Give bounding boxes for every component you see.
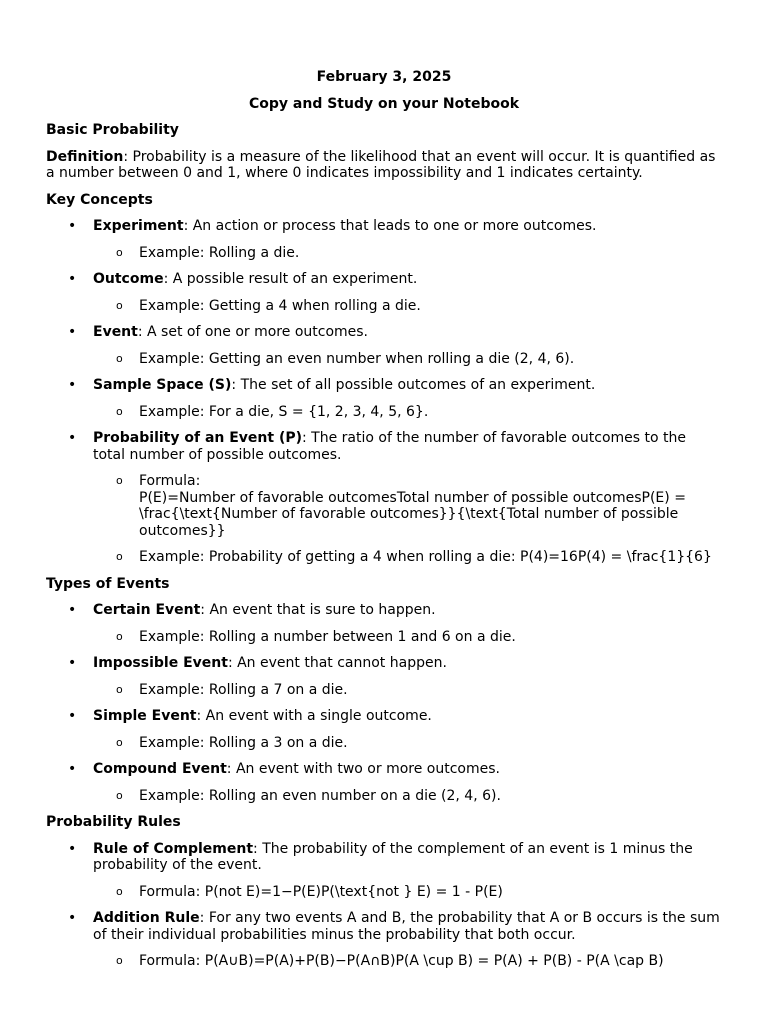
types-of-events-list <box>46 602 722 804</box>
bullet-icon: • <box>68 761 77 777</box>
formula-text: Formula: P(A∪B)=P(A)+P(B)−P(A∩B)P(A \cup B) = P(A) + P(B) - P(A \cap B) <box>139 953 664 969</box>
list-item <box>46 430 722 566</box>
sub-list-item <box>93 473 722 539</box>
probability-rules-list <box>46 841 722 970</box>
bullet-icon: • <box>68 708 77 724</box>
definition-term: Definition <box>46 148 124 165</box>
item-text: : The set of all possible outcomes of an experiment. <box>231 377 596 393</box>
list-item <box>46 377 722 420</box>
sub-list <box>93 473 722 566</box>
item-term: Compound Event <box>93 761 227 777</box>
item-term: Sample Space (S) <box>93 377 232 393</box>
sub-list <box>93 404 722 421</box>
item-text: : The ratio of the number of favorable outcomes to the total number of possible outcomes. <box>93 430 687 463</box>
sub-list <box>93 682 722 699</box>
key-concepts-list <box>46 218 722 566</box>
item-term: Addition Rule <box>93 910 200 926</box>
document-subtitle: Copy and Study on your Notebook <box>248 95 520 112</box>
sub-item-text: Example: Rolling a die. <box>139 244 300 261</box>
sub-list-item <box>93 682 722 699</box>
item-term: Outcome <box>93 271 164 287</box>
section-heading-probability-rules: Probability Rules <box>46 814 181 830</box>
section-heading-key-concepts: Key Concepts <box>46 191 153 208</box>
sub-list <box>93 245 722 262</box>
sub-item-text: Example: For a die, S = {1, 2, 3, 4, 5, 6}. <box>139 403 429 420</box>
item-text: : An action or process that leads to one or more outcomes. <box>183 218 597 234</box>
sub-item-text: Example: Rolling a number between 1 and 6 on a die. <box>139 628 516 645</box>
section-heading-types-of-events: Types of Events <box>46 575 170 592</box>
item-text: : The probability of the complement of an event is 1 minus the probability of the event. <box>93 840 693 873</box>
formula-text: Formula: P(not E)=1−P(E)P(\text{not } E) = 1 - P(E) <box>139 883 503 900</box>
sub-bullet-icon: o <box>116 735 123 749</box>
sub-item-text: Example: Getting an even number when rolling a die (2, 4, 6). <box>139 350 575 367</box>
list-item <box>46 218 722 261</box>
list-item <box>46 602 722 645</box>
sub-list <box>93 629 722 646</box>
list-item <box>46 761 722 804</box>
bullet-icon: • <box>68 324 77 340</box>
sub-list-item <box>93 549 722 566</box>
document-date: February 3, 2025 <box>316 69 452 85</box>
item-text: : For any two events A and B, the probability that A or B occurs is the sum of their individual probabilities minus the probability that both occur. <box>93 910 720 943</box>
sub-list-item <box>93 629 722 646</box>
list-item <box>46 910 722 970</box>
bullet-icon: • <box>68 218 77 234</box>
sub-bullet-icon: o <box>116 298 123 312</box>
list-item <box>46 841 722 901</box>
sub-item-text: Example: Rolling an even number on a die (2, 4, 6). <box>139 787 501 804</box>
sub-list <box>93 735 722 752</box>
item-text: : A set of one or more outcomes. <box>137 324 369 340</box>
item-term: Certain Event <box>93 602 201 618</box>
bullet-icon: • <box>68 910 77 926</box>
sub-list-item <box>93 404 722 421</box>
bullet-icon: • <box>68 377 77 393</box>
sub-bullet-icon: o <box>116 682 123 696</box>
item-text: : An event that cannot happen. <box>227 655 447 671</box>
list-item <box>46 271 722 314</box>
definition-text: : Probability is a measure of the likelihood that an event will occur. It is quantified as a number between 0 and 1, where 0 indicates impossibility and 1 indicates certainty. <box>46 148 716 181</box>
item-text: : An event with two or more outcomes. <box>226 761 500 777</box>
item-term: Simple Event <box>93 708 197 724</box>
item-term: Probability of an Event (P) <box>93 430 303 446</box>
sub-list-item <box>93 953 722 970</box>
sub-bullet-icon: o <box>116 245 123 259</box>
sub-list-item <box>93 298 722 315</box>
sub-list-item <box>93 884 722 901</box>
item-term: Event <box>93 324 138 340</box>
sub-list <box>93 953 722 970</box>
bullet-icon: • <box>68 655 77 671</box>
sub-bullet-icon: o <box>116 954 123 967</box>
sub-bullet-icon: o <box>116 788 123 802</box>
sub-bullet-icon: o <box>116 404 123 418</box>
bullet-icon: • <box>68 602 77 618</box>
sub-item-text: Example: Getting a 4 when rolling a die. <box>139 297 421 314</box>
item-text: : A possible result of an experiment. <box>163 271 418 287</box>
sub-bullet-icon: o <box>116 550 123 563</box>
sub-item-text: Example: Probability of getting a 4 when rolling a die: P(4)=16P(4) = \frac{1}{6} <box>139 549 712 565</box>
item-term: Impossible Event <box>93 655 228 671</box>
bullet-icon: • <box>68 271 77 287</box>
sub-bullet-icon: o <box>116 629 123 643</box>
bullet-icon: • <box>68 430 77 446</box>
list-item <box>46 324 722 367</box>
item-text: : An event with a single outcome. <box>196 708 432 724</box>
sub-bullet-icon: o <box>116 884 123 898</box>
sub-list <box>93 298 722 315</box>
sub-item-text: Example: Rolling a 3 on a die. <box>139 734 348 751</box>
sub-list <box>93 884 722 901</box>
definition-paragraph <box>46 149 722 182</box>
sub-bullet-icon: o <box>116 474 123 487</box>
sub-list-item <box>93 735 722 752</box>
sub-list-item <box>93 788 722 805</box>
item-term: Rule of Complement <box>93 840 254 857</box>
sub-list-item <box>93 245 722 262</box>
item-text: : An event that is sure to happen. <box>200 602 436 618</box>
bullet-icon: • <box>68 840 77 857</box>
section-heading-basic-probability: Basic Probability <box>46 122 179 138</box>
list-item <box>46 655 722 698</box>
sub-item-text: Example: Rolling a 7 on a die. <box>139 681 348 698</box>
sub-list-item <box>93 351 722 368</box>
sub-list <box>93 351 722 368</box>
formula-text: Formula: P(E)=Number of favorable outcomesTotal number of possible outcomesP(E) = \frac{\text{Number of favorable outcomes}}{\text{Total number of possible outcomes}} <box>139 473 686 539</box>
item-term: Experiment <box>93 218 184 234</box>
sub-list <box>93 788 722 805</box>
sub-bullet-icon: o <box>116 351 123 365</box>
list-item <box>46 708 722 751</box>
